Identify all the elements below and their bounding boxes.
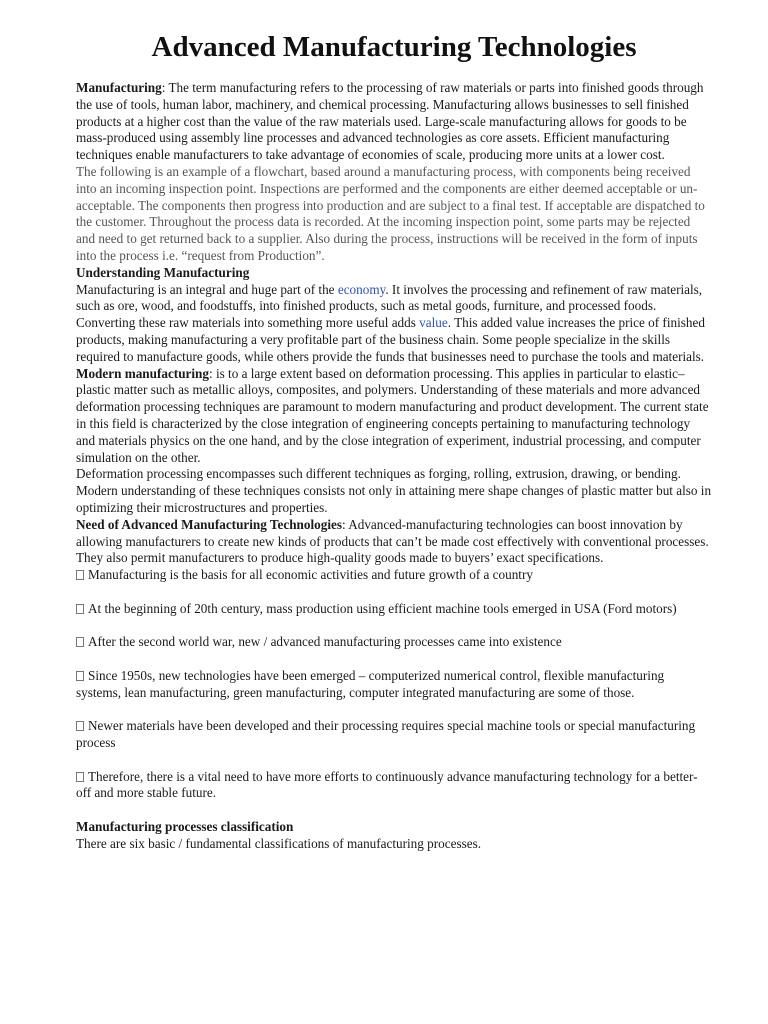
document-title: Advanced Manufacturing Technologies: [151, 31, 637, 63]
bullet-text: After the second world war, new / advanced manufacturing processes came into existence: [88, 634, 562, 650]
bullet-item: [76, 718, 712, 752]
bullet-item: [76, 601, 712, 618]
manufacturing-term: Manufacturing: [76, 80, 162, 95]
need-term: Need of Advanced Manufacturing Technologies: [76, 516, 342, 532]
manufacturing-paragraph: [76, 80, 712, 164]
bullet-box-icon: [76, 604, 84, 614]
modern-manufacturing-text: : is to a large extent based on deformation processing. This applies in particular to elastic–plastic matter such as metallic alloys, composites, and polymers. Understanding of these materials and more advanced deformation processing techniques are paramount to modern manufacturing and product development. The current state in this field is characterized by the close integration of engineering concepts pertaining to manufacturing technology and materials physics on the one hand, and by the close integration of experiment, industrial processing, and computer simulation on the other.: [76, 365, 709, 465]
bullet-box-icon: [76, 772, 84, 782]
modern-manufacturing-paragraph: [76, 366, 712, 467]
need-text: : Advanced-manufacturing technologies can boost innovation by allowing manufacturers to create new kinds of products that can’t be made cost effectively with conventional processes. They also permit manufacturers to produce high-quality goods made to buyers’ exact specifications.: [76, 516, 709, 566]
manufacturing-text: : The term manufacturing refers to the processing of raw materials or parts into finished goods through the use of tools, human labor, machinery, and chemical processing. Manufacturing allows businesses to sell finished products at a higher cost than the value of the raw materials used. Large-scale manufacturing allows for goods to be mass-produced using assembly line processes and advanced technologies as core assets. Efficient manufacturing techniques enable manufacturers to take advantage of economies of scale, producing more units at a lower cost.: [76, 80, 704, 163]
need-paragraph: [76, 517, 712, 567]
bullet-item: [76, 567, 712, 584]
bullet-text: Newer materials have been developed and their processing requires special machine tools or special manufacturing process: [76, 718, 696, 751]
document-page: [76, 28, 712, 853]
bullet-box-icon: [76, 637, 84, 647]
bullet-box-icon: [76, 570, 84, 580]
understanding-paragraph: [76, 282, 712, 366]
classification-paragraph: There are six basic / fundamental classifications of manufacturing processes.: [76, 835, 482, 851]
understanding-text-1: Manufacturing is an integral and huge part of the: [76, 281, 338, 297]
bullet-list: [76, 567, 712, 802]
bullet-text: Therefore, there is a vital need to have more efforts to continuously advance manufacturing technology for a better-off and more stable future.: [76, 768, 698, 801]
economy-link[interactable]: economy: [337, 281, 386, 297]
understanding-heading: Understanding Manufacturing: [76, 264, 250, 280]
deformation-paragraph: Deformation processing encompasses such different techniques as forging, rolling, extrusion, drawing, or bending. Modern understanding of these techniques consists not only in attaining mere shape changes of plastic matter but also in optimizing their microstructures and properties.: [76, 466, 712, 515]
flowchart-paragraph: The following is an example of a flowchart, based around a manufacturing process, with components being received into an incoming inspection point. Inspections are performed and the components are either deemed acceptable or un-acceptable. The components then progress into production and are subject to a final test. If acceptable are dispatched to the customer. Throughout the process data is recorded. At the incoming inspection point, some parts may be rejected and need to get returned back to a supplier. Also during the process, instructions will be received in the form of inputs into the process i.e. “request from Production”.: [76, 163, 705, 263]
bullet-item: [76, 668, 712, 702]
value-link[interactable]: value: [419, 315, 448, 331]
understanding-text-2: . It involves the processing and refinement of raw materials, such as ore, wood, and foodstuffs, into finished products, such as metal goods, furniture, and processed foods. Converting these raw materials into something more useful adds: [76, 281, 703, 331]
bullet-text: Manufacturing is the basis for all economic activities and future growth of a country: [88, 567, 533, 583]
modern-manufacturing-term: Modern manufacturing: [76, 365, 209, 381]
bullet-text: Since 1950s, new technologies have been emerged – computerized numerical control, flexible manufacturing systems, lean manufacturing, green manufacturing, computer integrated manufacturing are some of those.: [76, 667, 665, 700]
classification-heading: Manufacturing processes classification: [76, 819, 294, 835]
bullet-box-icon: [76, 721, 84, 731]
bullet-box-icon: [76, 671, 84, 681]
bullet-text: At the beginning of 20th century, mass production using efficient machine tools emerged in USA (Ford motors): [88, 600, 677, 616]
understanding-text-3: . This added value increases the price of finished products, making manufacturing a very profitable part of the business chain. Some people specialize in the skills required to manufacture goods, while others provide the funds that businesses need to purchase the tools and materials.: [76, 315, 705, 364]
bullet-item: [76, 634, 712, 651]
bullet-item: [76, 769, 712, 803]
